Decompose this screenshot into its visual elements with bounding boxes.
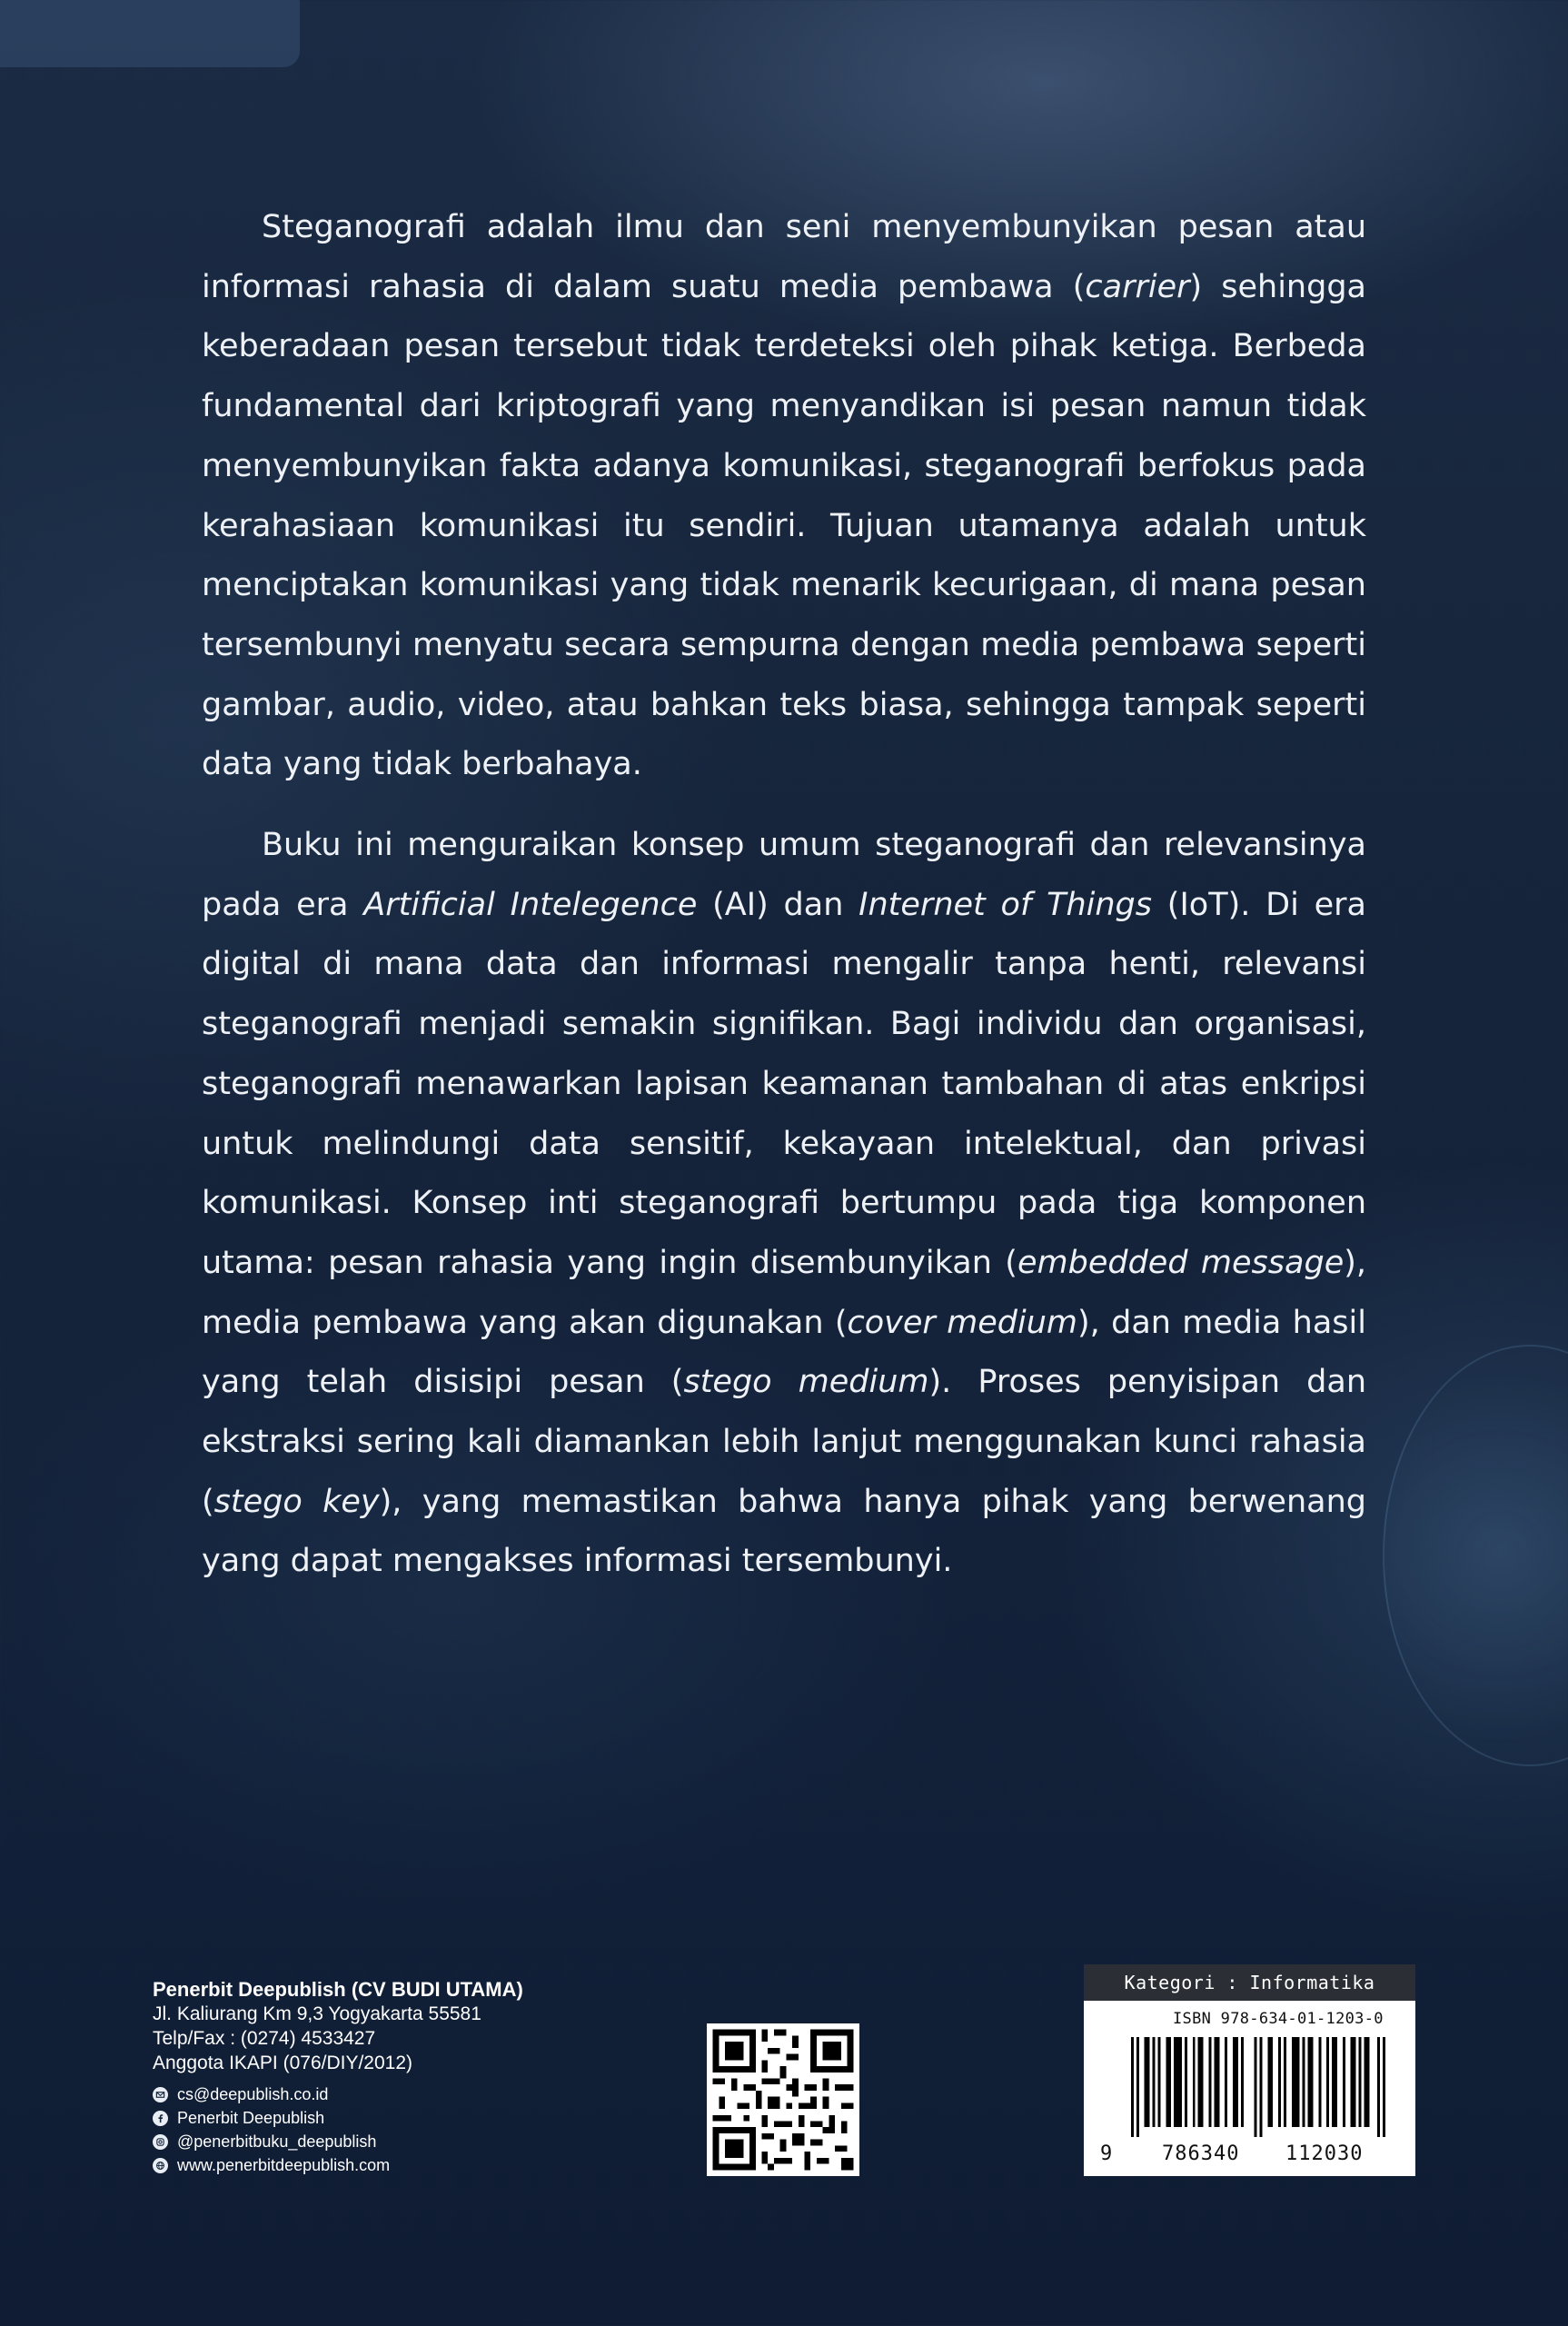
contact-website-text: www.penerbitdeepublish.com [177, 2156, 391, 2174]
italic-term: Internet of Things [858, 886, 1153, 923]
blurb-text: (IoT). Di era digital di mana data dan informasi mengalir tanpa henti, relevansi steganografi menjadi semakin signifikan. Bagi individu dan organisasi, steganografi menawarkan lapisan keamanan tambahan di atas enkripsi untuk melindungi data sensitif, kekayaan intelektual, dan privasi komunikasi. Konsep inti steganografi bertumpu pada tiga komponen utama: pesan rahasia yang ingin disembunyikan ( [202, 886, 1366, 1281]
italic-term: embedded message [1017, 1244, 1345, 1281]
globe-graphic [1383, 1345, 1568, 1766]
blurb-text: ). Proses penyisipan dan ekstraksi sering kali diamankan lebih lanjut menggunakan kunci rahasia ( [202, 1364, 1366, 1520]
italic-term: carrier [1085, 268, 1190, 305]
publisher-membership: Anggota IKAPI (076/DIY/2012) [153, 2053, 413, 2073]
contact-facebook [153, 2106, 523, 2130]
blurb-text: ), yang memastikan bahwa hanya pihak yang berwenang yang dapat mengakses informasi tersembunyi. [202, 1483, 1366, 1580]
blurb-paragraph-1 [202, 198, 1366, 795]
italic-term: stego key [213, 1483, 380, 1520]
barcode [1131, 2037, 1385, 2137]
contact-email-text: cs@deepublish.co.id [177, 2085, 329, 2103]
italic-term: cover medium [847, 1304, 1077, 1341]
isbn-number: ISBN 978-634-01-1203-0 [1173, 2010, 1384, 2028]
blurb-text: ), media pembawa yang akan digunakan ( [202, 1244, 1367, 1341]
blurb-paragraph-2 [202, 816, 1366, 1592]
publisher-address: Jl. Kaliurang Km 9,3 Yogyakarta 55581 [153, 2003, 481, 2024]
publisher-contacts [153, 2082, 523, 2177]
publisher-name: Penerbit Deepublish (CV BUDI UTAMA) [153, 1978, 523, 2001]
instagram-icon [153, 2134, 168, 2150]
publisher-info [153, 1977, 523, 2177]
contact-instagram-text: @penerbitbuku_deepublish [177, 2132, 377, 2151]
blurb-text: Buku ini menguraikan konsep umum steganografi dan relevansinya pada era [202, 827, 1366, 923]
corner-tab [0, 0, 300, 67]
blurb-text: (AI) dan [697, 886, 859, 923]
italic-term: stego medium [683, 1364, 929, 1401]
facebook-icon [153, 2111, 168, 2126]
globe-icon [153, 2158, 168, 2173]
isbn-barcode-box [1084, 1964, 1415, 2176]
contact-email [153, 2082, 523, 2106]
publisher-phone: Telp/Fax : (0274) 4533427 [153, 2028, 376, 2049]
barcode-digits-right: 112030 [1285, 2142, 1364, 2165]
email-icon [153, 2087, 168, 2102]
blurb-text: ), dan media hasil yang telah disisipi pesan ( [202, 1304, 1366, 1401]
contact-instagram [153, 2130, 523, 2153]
italic-term: Artificial Intelegence [363, 886, 698, 923]
qr-code [707, 2023, 859, 2176]
contact-website [153, 2153, 523, 2177]
contact-facebook-text: Penerbit Deepublish [177, 2109, 325, 2127]
back-cover-blurb [202, 198, 1366, 1613]
blurb-text: ) sehingga keberadaan pesan tersebut tidak terdeteksi oleh pihak ketiga. Berbeda fundamental dari kriptografi yang menyandikan isi pesan namun tidak menyembunyikan fakta adanya komunikasi, steganografi berfokus pada kerahasiaan komunikasi itu sendiri. Tujuan utamanya adalah untuk menciptakan komunikasi yang tidak menarik kecurigaan, di mana pesan tersembunyi menyatu secara sempurna dengan media pembawa seperti gambar, audio, video, atau bahkan teks biasa, sehingga tampak seperti data yang tidak berbahaya. [202, 268, 1366, 783]
barcode-digit-first: 9 [1100, 2142, 1114, 2165]
blurb-text: Steganografi adalah ilmu dan seni menyembunyikan pesan atau informasi rahasia di dalam suatu media pembawa ( [202, 209, 1366, 305]
barcode-digits-left: 786340 [1162, 2142, 1240, 2165]
category-label: Kategori : Informatika [1084, 1964, 1415, 2001]
